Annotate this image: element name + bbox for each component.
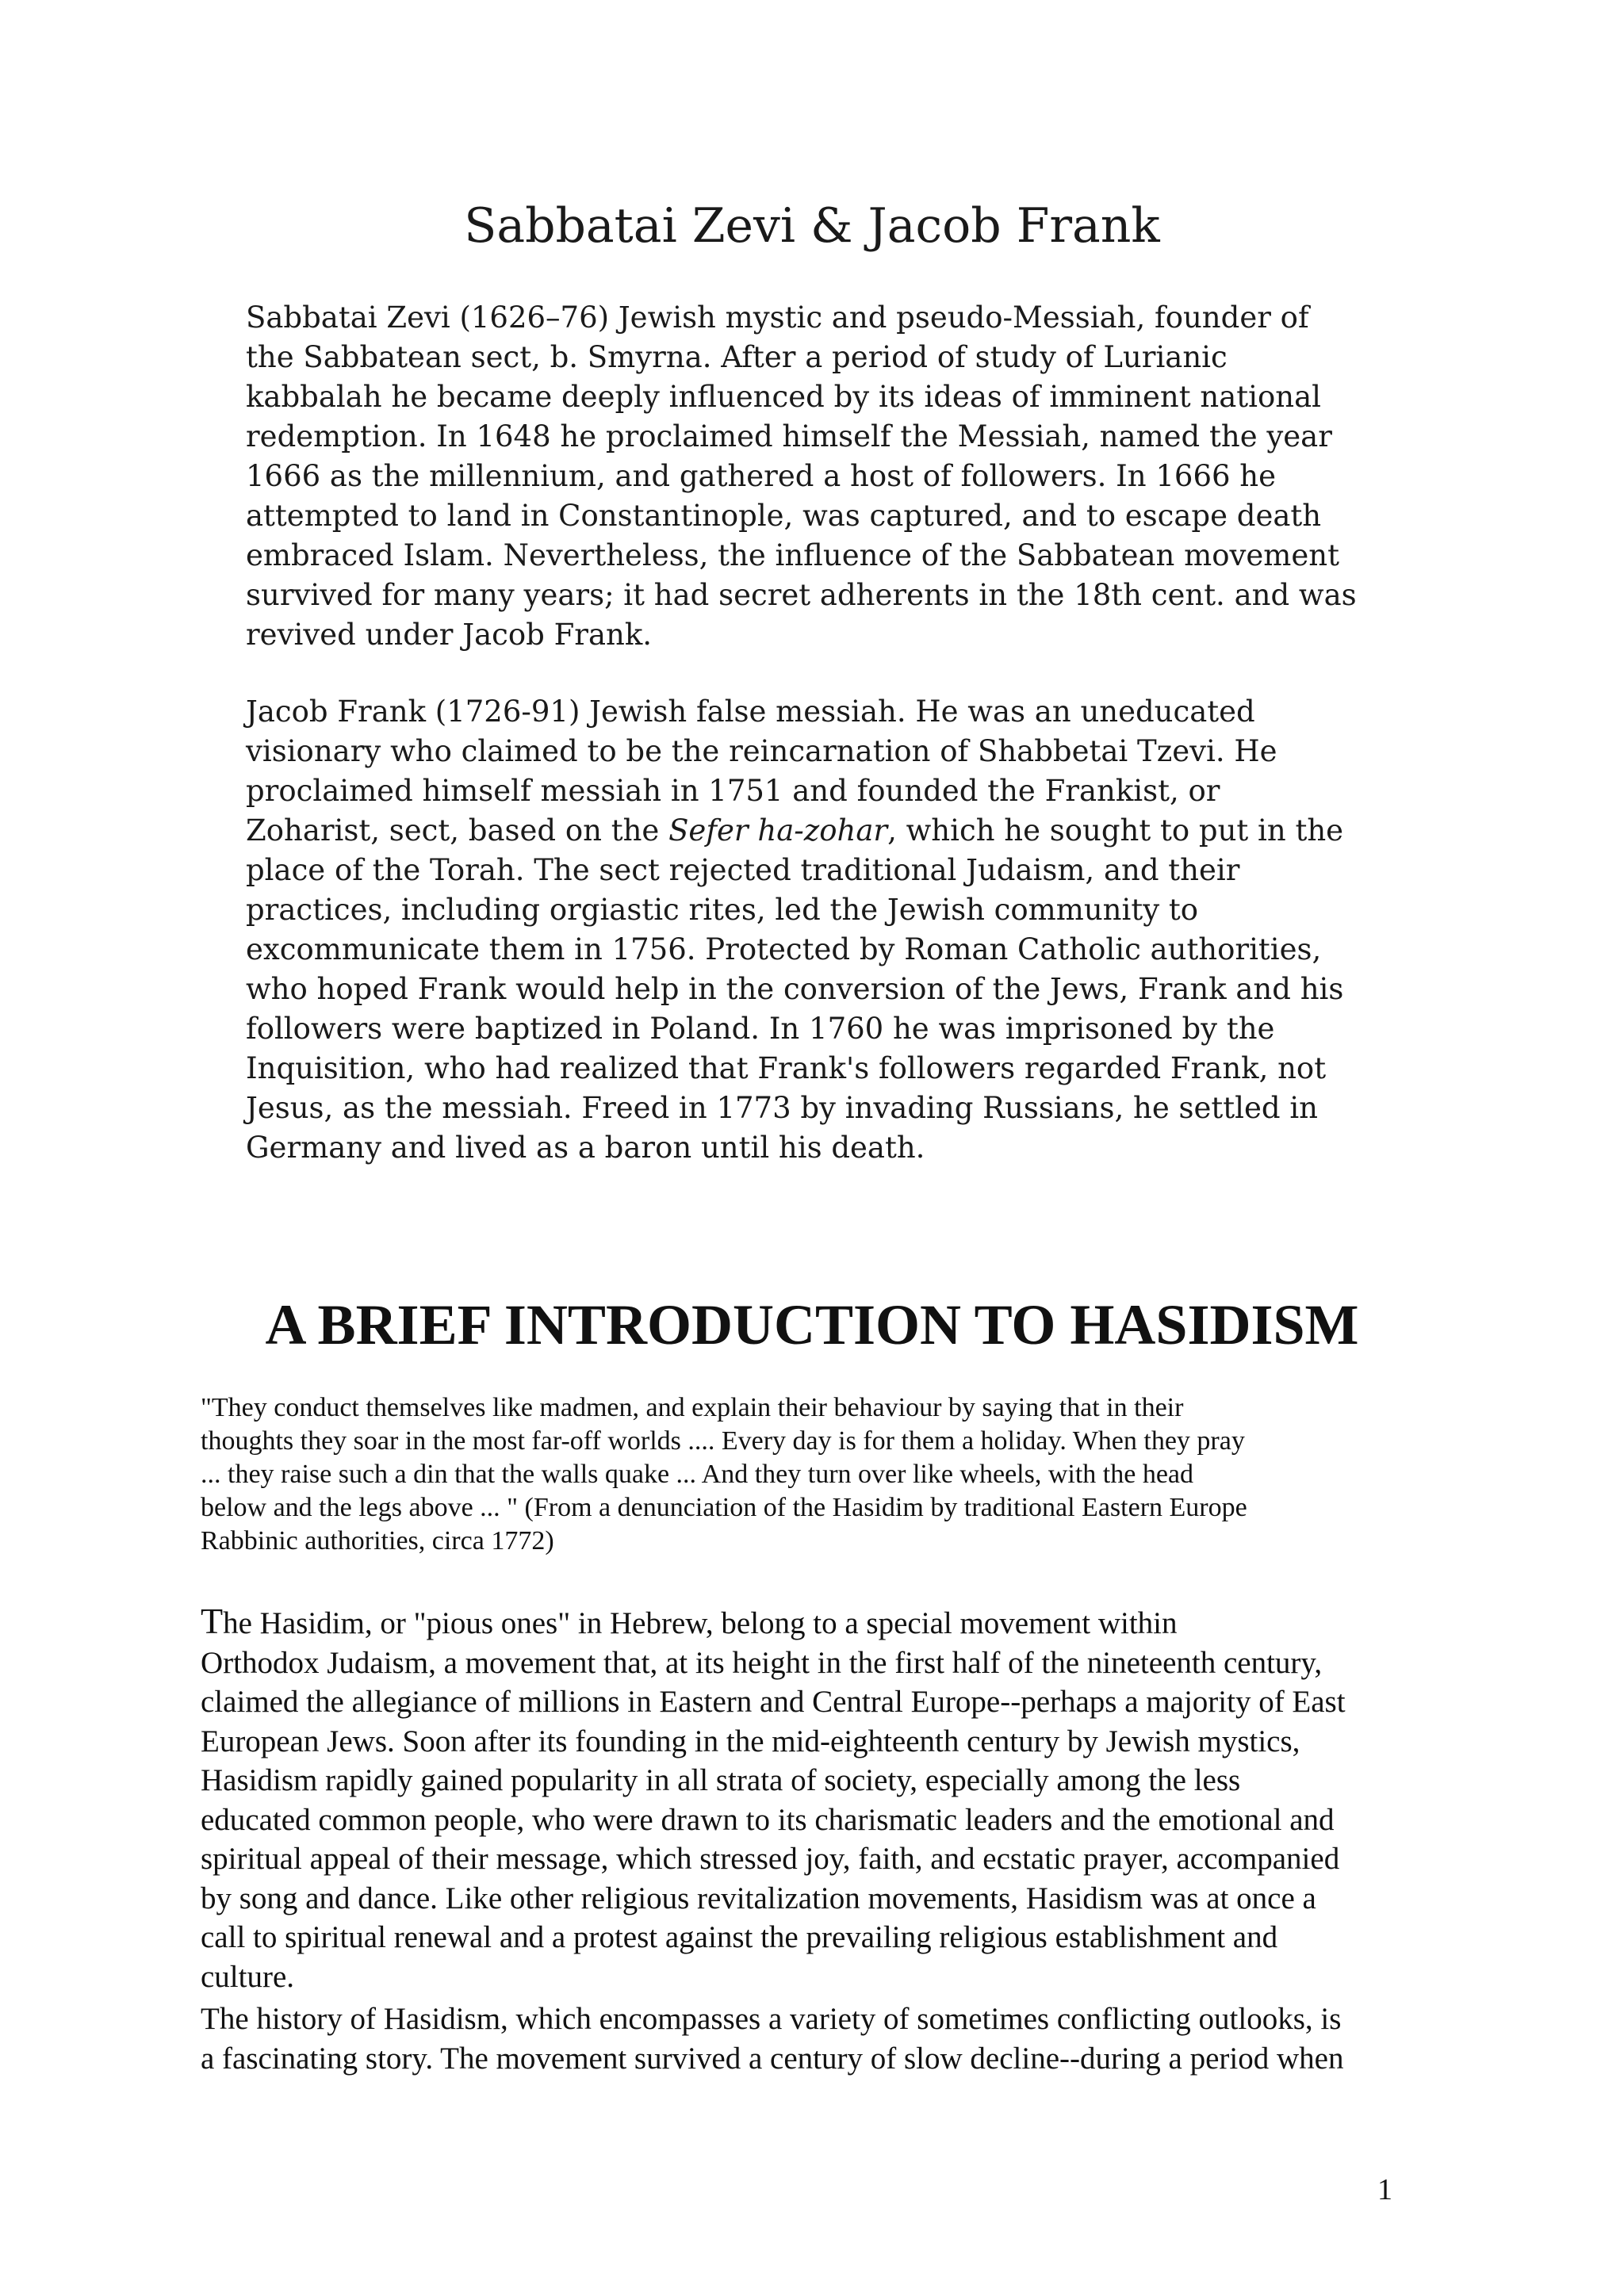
text-line: Jacob Frank (1726-91) Jewish false messiah. He was an uneducated	[246, 695, 1255, 729]
text-line: Germany and lived as a baron until his death.	[246, 1131, 925, 1165]
text-line	[246, 811, 1435, 851]
text-line	[201, 1601, 1446, 1644]
section-title-hasidism: A BRIEF INTRODUCTION TO HASIDISM	[265, 1293, 1359, 1357]
text-line: attempted to land in Constantinople, was captured, and to escape death	[246, 499, 1322, 533]
text-line: call to spiritual renewal and a protest against the prevailing religious establishment and	[201, 1920, 1278, 1954]
text-line: claimed the allegiance of millions in Eastern and Central Europe--perhaps a majority of East	[201, 1685, 1346, 1719]
text-line: culture.	[201, 1959, 295, 1994]
text-line: ... they raise such a din that the walls quake ... And they turn over like wheels, with the head	[201, 1460, 1194, 1489]
paragraph-hasidism-history	[201, 1999, 1446, 2078]
drop-cap: T	[201, 1601, 224, 1641]
text-segment: Zoharist, sect, based on the	[246, 813, 669, 848]
text-line: excommunicate them in 1756. Protected by Roman Catholic authorities,	[246, 932, 1322, 966]
text-line: by song and dance. Like other religious revitalization movements, Hasidism was at once a	[201, 1881, 1316, 1915]
text-line: Orthodox Judaism, a movement that, at its height in the first half of the nineteenth century,	[201, 1645, 1323, 1680]
text-line: educated common people, who were drawn to its charismatic leaders and the emotional and	[201, 1802, 1335, 1837]
text-line: revived under Jacob Frank.	[246, 618, 653, 652]
text-line: redemption. In 1648 he proclaimed himself the Messiah, named the year	[246, 419, 1332, 453]
text-line: The history of Hasidism, which encompasses a variety of sometimes conflicting outlooks, is	[201, 2002, 1342, 2036]
text-line: a fascinating story. The movement survived a century of slow decline--during a period when	[201, 2041, 1344, 2076]
paragraph-hasidim-intro	[201, 1601, 1446, 1996]
text-line: Rabbinic authorities, circa 1772)	[201, 1526, 554, 1556]
text-line: Hasidism rapidly gained popularity in all strata of society, especially among the less	[201, 1763, 1241, 1797]
text-line: thoughts they soar in the most far-off worlds .... Every day is for them a holiday. When they pray	[201, 1426, 1245, 1456]
paragraph-jacob-frank	[246, 692, 1435, 1168]
page-number: 1	[1377, 2173, 1392, 2206]
text-line: 1666 as the millennium, and gathered a host of followers. In 1666 he	[246, 459, 1277, 493]
text-segment: he Hasidim, or "pious ones" in Hebrew, belong to a special movement within	[223, 1606, 1178, 1640]
text-line: Jesus, as the messiah. Freed in 1773 by invading Russians, he settled in	[246, 1091, 1318, 1125]
italic-book-title: Sefer ha-zohar	[668, 813, 888, 848]
text-line: visionary who claimed to be the reincarnation of Shabbetai Tzevi. He	[246, 734, 1277, 768]
text-line: below and the legs above ... " (From a denunciation of the Hasidim by traditional Eastern Europe	[201, 1493, 1247, 1522]
text-line: proclaimed himself messiah in 1751 and founded the Frankist, or	[246, 774, 1220, 808]
text-line: kabbalah he became deeply influenced by its ideas of imminent national	[246, 380, 1321, 414]
epigraph-quote	[201, 1391, 1454, 1558]
text-line: who hoped Frank would help in the conversion of the Jews, Frank and his	[246, 972, 1344, 1006]
text-line: spiritual appeal of their message, which stressed joy, faith, and ecstatic prayer, accompanied	[201, 1842, 1340, 1876]
paragraph-sabbatai-zevi	[246, 298, 1435, 655]
text-line: practices, including orgiastic rites, led the Jewish community to	[246, 893, 1199, 927]
text-line: embraced Islam. Nevertheless, the influence of the Sabbatean movement	[246, 538, 1339, 572]
text-line: European Jews. Soon after its founding in the mid-eighteenth century by Jewish mystics,	[201, 1724, 1300, 1758]
section-title-sabbatai-frank: Sabbatai Zevi & Jacob Frank	[464, 198, 1160, 254]
text-segment: , which he sought to put in the	[887, 813, 1344, 848]
text-line: Sabbatai Zevi (1626–76) Jewish mystic and pseudo-Messiah, founder of	[246, 300, 1309, 335]
text-line: place of the Torah. The sect rejected traditional Judaism, and their	[246, 853, 1240, 887]
text-line: followers were baptized in Poland. In 1760 he was imprisoned by the	[246, 1012, 1275, 1046]
text-line: the Sabbatean sect, b. Smyrna. After a period of study of Lurianic	[246, 340, 1228, 374]
text-line: Inquisition, who had realized that Frank's followers regarded Frank, not	[246, 1051, 1327, 1085]
text-line: survived for many years; it had secret adherents in the 18th cent. and was	[246, 578, 1357, 612]
text-line: "They conduct themselves like madmen, and explain their behaviour by saying that in their	[201, 1393, 1184, 1422]
